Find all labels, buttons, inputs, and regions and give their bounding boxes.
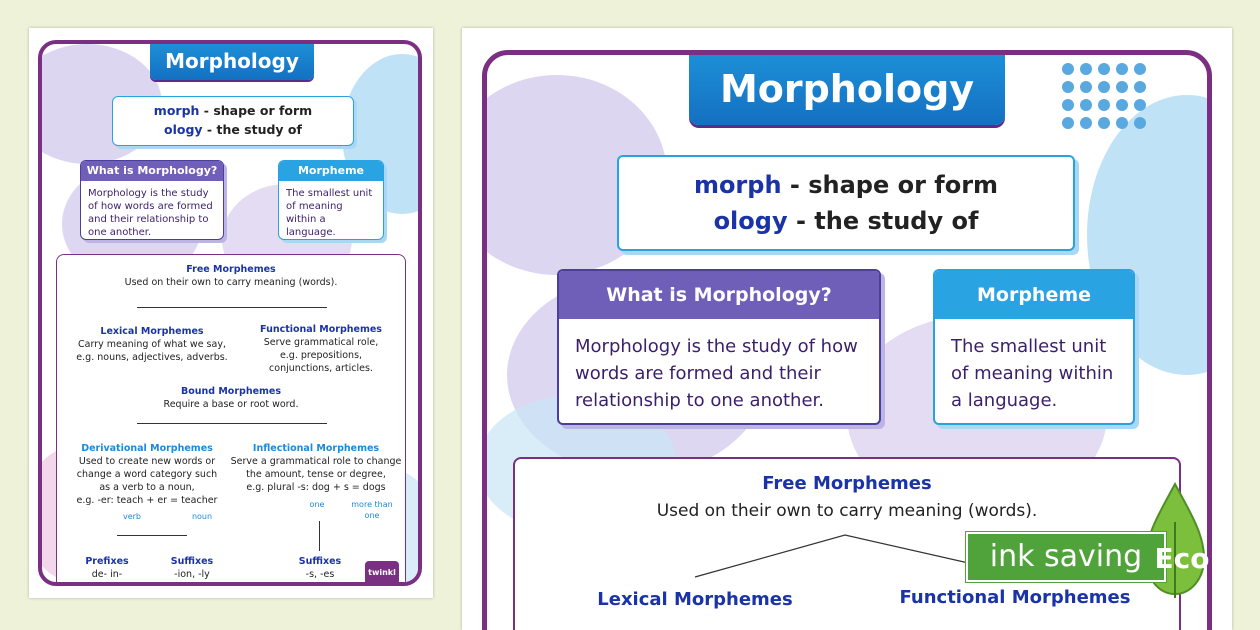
morpheme-heading-large: Morpheme — [935, 271, 1133, 319]
derivational-line2: change a word category such — [76, 469, 218, 480]
lexical-line2: e.g. nouns, adjectives, adverbs. — [76, 352, 228, 363]
what-is-heading-large: What is Morphology? — [559, 271, 879, 319]
morpheme-body: The smallest unit of meaning within a language. — [286, 188, 373, 238]
tag-one-2: one — [364, 511, 380, 520]
dot-pattern — [1062, 63, 1146, 129]
suffixes-items: -ion, -ly — [174, 569, 210, 580]
derivational-line4: e.g. -er: teach + er = teacher — [76, 495, 218, 506]
def-morph: - shape or form — [199, 103, 313, 118]
morpheme-heading: Morpheme — [279, 161, 383, 181]
prefixes-heading: Prefixes — [85, 556, 129, 567]
functional-line3: conjunctions, articles. — [269, 363, 373, 374]
suffixes2-heading: Suffixes — [298, 556, 342, 567]
term-morph: morph — [153, 103, 200, 118]
free-desc-large: Used on their own to carry meaning (words). — [656, 501, 1038, 521]
free-desc: Used on their own to carry meaning (words). — [124, 277, 338, 288]
term-ology-large: ology — [713, 207, 788, 235]
ink-saving-label: ink saving — [966, 532, 1166, 582]
poster-thumbnail[interactable] — [29, 28, 433, 598]
connector — [137, 423, 327, 424]
tag-verb: verb — [122, 512, 142, 521]
tag-more-than: more than — [351, 500, 393, 509]
morpheme-body-large: The smallest unit of meaning within a language. — [951, 336, 1114, 411]
suffixes-heading: Suffixes — [170, 556, 214, 567]
what-is-card — [80, 160, 224, 240]
term-morph-large: morph — [693, 171, 782, 199]
tag-noun: noun — [191, 512, 213, 521]
what-is-body-large: Morphology is the study of how words are formed and their relationship to one another. — [575, 336, 858, 411]
connector — [137, 307, 327, 308]
free-heading-large: Free Morphemes — [762, 473, 932, 494]
lexical-heading: Lexical Morphemes — [100, 326, 204, 337]
def-ology: - the study of — [202, 122, 302, 137]
morpheme-card-large — [933, 269, 1135, 425]
inflectional-heading: Inflectional Morphemes — [252, 443, 380, 454]
twinkl-logo: twinkl — [365, 561, 399, 585]
prefixes-items: de- in- — [91, 569, 123, 580]
derivational-line3: as a verb to a noun, — [99, 482, 195, 493]
functional-line1: Serve grammatical role, — [263, 337, 379, 348]
lexical-heading-large: Lexical Morphemes — [597, 589, 793, 610]
ink-saving-eco-badge — [966, 482, 1230, 600]
morpheme-tree — [56, 254, 406, 586]
definition-box-large — [617, 155, 1075, 251]
connector — [117, 535, 187, 536]
derivational-heading: Derivational Morphemes — [81, 443, 213, 454]
suffixes2-items: -s, -es — [305, 569, 335, 580]
bound-heading: Bound Morphemes — [180, 386, 282, 397]
free-heading: Free Morphemes — [186, 264, 276, 275]
def-ology-large: - the study of — [787, 207, 979, 235]
what-is-card-large — [557, 269, 881, 425]
functional-line2: e.g. prepositions, — [279, 350, 363, 361]
poster-frame — [38, 40, 422, 586]
poster-title-large: Morphology — [689, 55, 1005, 125]
morpheme-card — [278, 160, 384, 240]
functional-heading-large: Functional Morphemes — [899, 587, 1131, 608]
bound-desc: Require a base or root word. — [163, 399, 299, 410]
derivational-line1: Used to create new words or — [78, 456, 216, 467]
def-morph-large: - shape or form — [781, 171, 999, 199]
eco-label: Eco — [1154, 542, 1210, 575]
tag-one: one — [309, 500, 325, 509]
inflectional-line2: the amount, tense or degree, — [246, 469, 386, 480]
functional-heading: Functional Morphemes — [260, 324, 382, 335]
lexical-line1: Carry meaning of what we say, — [78, 339, 226, 350]
poster-title: Morphology — [150, 44, 314, 80]
what-is-heading: What is Morphology? — [81, 161, 223, 181]
term-ology: ology — [164, 122, 203, 137]
connector — [319, 521, 320, 551]
definition-box — [112, 96, 354, 146]
inflectional-line1: Serve a grammatical role to change — [230, 456, 402, 467]
what-is-body: Morphology is the study of how words are formed and their relationship to one another. — [88, 188, 213, 238]
inflectional-line3: e.g. plural -s: dog + s = dogs — [246, 482, 386, 493]
